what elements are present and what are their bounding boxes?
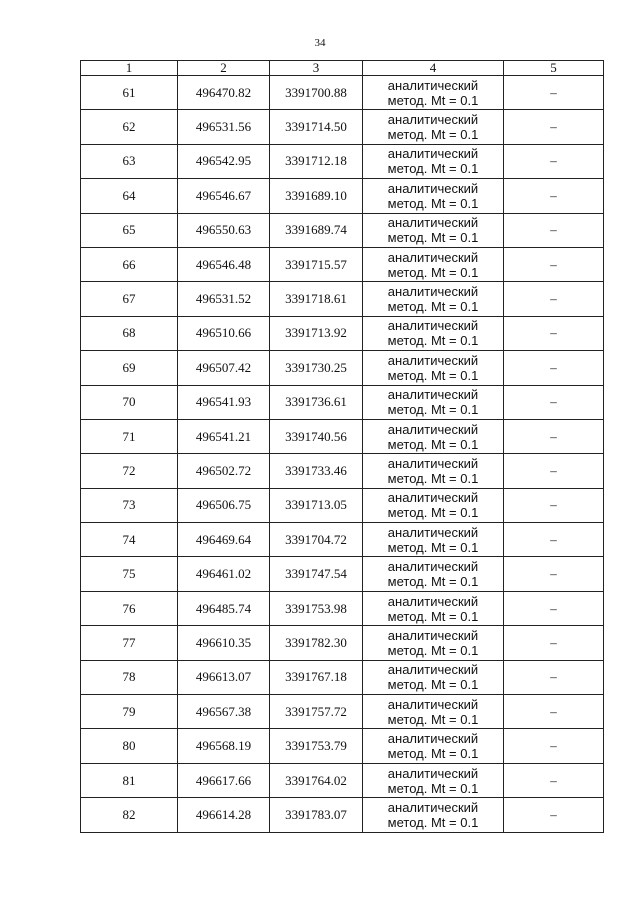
table-row	[81, 695, 604, 729]
table-body	[81, 76, 604, 833]
method-line-1: аналитический	[387, 593, 479, 609]
method-cell	[363, 179, 504, 213]
y-coordinate-cell: 3391753.79	[270, 729, 363, 763]
y-coordinate-cell: 3391714.50	[270, 110, 363, 144]
point-number-cell: 79	[81, 695, 178, 729]
method-cell	[363, 282, 504, 316]
y-coordinate-cell: 3391713.92	[270, 316, 363, 350]
note-cell: –	[504, 626, 604, 660]
table-header-row	[81, 61, 604, 76]
method-line-2: метод. Mt = 0.1	[387, 746, 479, 762]
y-coordinate-cell: 3391747.54	[270, 557, 363, 591]
method-cell	[363, 110, 504, 144]
note-cell: –	[504, 798, 604, 832]
y-coordinate-cell: 3391730.25	[270, 351, 363, 385]
method-cell	[363, 316, 504, 350]
table-row	[81, 523, 604, 557]
point-number-cell: 76	[81, 591, 178, 625]
method-line-2: метод. Mt = 0.1	[387, 711, 479, 727]
method-line-2: метод. Mt = 0.1	[387, 642, 479, 658]
method-line-1: аналитический	[387, 387, 479, 403]
x-coordinate-cell: 496546.67	[178, 179, 270, 213]
method-cell	[363, 454, 504, 488]
method-cell	[363, 419, 504, 453]
method-line-1: аналитический	[387, 765, 479, 781]
method-line-1: аналитический	[387, 662, 479, 678]
note-cell: –	[504, 695, 604, 729]
x-coordinate-cell: 496461.02	[178, 557, 270, 591]
method-line-1: аналитический	[387, 352, 479, 368]
method-cell	[363, 660, 504, 694]
method-line-1: аналитический	[387, 455, 479, 471]
y-coordinate-cell: 3391736.61	[270, 385, 363, 419]
method-cell	[363, 729, 504, 763]
method-line-1: аналитический	[387, 180, 479, 196]
point-number-cell: 82	[81, 798, 178, 832]
note-cell: –	[504, 316, 604, 350]
method-line-2: метод. Mt = 0.1	[387, 608, 479, 624]
method-line-1: аналитический	[387, 284, 479, 300]
method-line-1: аналитический	[387, 215, 479, 231]
table-row	[81, 213, 604, 247]
x-coordinate-cell: 496507.42	[178, 351, 270, 385]
x-coordinate-cell: 496470.82	[178, 76, 270, 110]
method-line-2: метод. Mt = 0.1	[387, 436, 479, 452]
table-row	[81, 557, 604, 591]
column-header-1: 1	[81, 61, 178, 76]
point-number-cell: 81	[81, 763, 178, 797]
method-line-1: аналитический	[387, 559, 479, 575]
y-coordinate-cell: 3391767.18	[270, 660, 363, 694]
method-line-1: аналитический	[387, 249, 479, 265]
point-number-cell: 65	[81, 213, 178, 247]
y-coordinate-cell: 3391757.72	[270, 695, 363, 729]
table-row	[81, 763, 604, 797]
y-coordinate-cell: 3391689.74	[270, 213, 363, 247]
method-line-2: метод. Mt = 0.1	[387, 264, 479, 280]
method-line-2: метод. Mt = 0.1	[387, 402, 479, 418]
method-line-2: метод. Mt = 0.1	[387, 677, 479, 693]
method-line-2: метод. Mt = 0.1	[387, 92, 479, 108]
method-cell	[363, 591, 504, 625]
method-line-2: метод. Mt = 0.1	[387, 195, 479, 211]
x-coordinate-cell: 496568.19	[178, 729, 270, 763]
x-coordinate-cell: 496610.35	[178, 626, 270, 660]
table-row	[81, 179, 604, 213]
method-line-2: метод. Mt = 0.1	[387, 574, 479, 590]
page-number: 34	[314, 37, 326, 49]
table-row	[81, 660, 604, 694]
note-cell: –	[504, 282, 604, 316]
y-coordinate-cell: 3391713.05	[270, 488, 363, 522]
y-coordinate-cell: 3391715.57	[270, 247, 363, 281]
method-cell	[363, 626, 504, 660]
table-row	[81, 282, 604, 316]
x-coordinate-cell: 496542.95	[178, 144, 270, 178]
point-number-cell: 75	[81, 557, 178, 591]
x-coordinate-cell: 496546.48	[178, 247, 270, 281]
note-cell: –	[504, 591, 604, 625]
table-row	[81, 729, 604, 763]
column-header-3: 3	[270, 61, 363, 76]
note-cell: –	[504, 660, 604, 694]
method-cell	[363, 76, 504, 110]
method-cell	[363, 144, 504, 178]
x-coordinate-cell: 496506.75	[178, 488, 270, 522]
method-line-2: метод. Mt = 0.1	[387, 505, 479, 521]
method-line-2: метод. Mt = 0.1	[387, 539, 479, 555]
method-cell	[363, 213, 504, 247]
note-cell: –	[504, 419, 604, 453]
x-coordinate-cell: 496541.21	[178, 419, 270, 453]
x-coordinate-cell: 496614.28	[178, 798, 270, 832]
method-line-2: метод. Mt = 0.1	[387, 814, 479, 830]
method-line-1: аналитический	[387, 146, 479, 162]
method-cell	[363, 385, 504, 419]
x-coordinate-cell: 496531.52	[178, 282, 270, 316]
point-number-cell: 69	[81, 351, 178, 385]
y-coordinate-cell: 3391783.07	[270, 798, 363, 832]
method-line-2: метод. Mt = 0.1	[387, 161, 479, 177]
y-coordinate-cell: 3391718.61	[270, 282, 363, 316]
table-row	[81, 385, 604, 419]
method-line-1: аналитический	[387, 524, 479, 540]
method-line-2: метод. Mt = 0.1	[387, 230, 479, 246]
point-number-cell: 71	[81, 419, 178, 453]
point-number-cell: 78	[81, 660, 178, 694]
method-cell	[363, 695, 504, 729]
point-number-cell: 74	[81, 523, 178, 557]
method-line-2: метод. Mt = 0.1	[387, 367, 479, 383]
table-row	[81, 76, 604, 110]
table-row	[81, 144, 604, 178]
note-cell: –	[504, 763, 604, 797]
note-cell: –	[504, 523, 604, 557]
x-coordinate-cell: 496531.56	[178, 110, 270, 144]
method-line-1: аналитический	[387, 112, 479, 128]
method-line-1: аналитический	[387, 490, 479, 506]
note-cell: –	[504, 488, 604, 522]
table-row	[81, 316, 604, 350]
point-number-cell: 77	[81, 626, 178, 660]
method-cell	[363, 763, 504, 797]
point-number-cell: 68	[81, 316, 178, 350]
column-header-4: 4	[363, 61, 504, 76]
method-cell	[363, 523, 504, 557]
table-row	[81, 247, 604, 281]
point-number-cell: 63	[81, 144, 178, 178]
method-line-1: аналитический	[387, 421, 479, 437]
note-cell: –	[504, 385, 604, 419]
method-cell	[363, 488, 504, 522]
method-line-2: метод. Mt = 0.1	[387, 470, 479, 486]
x-coordinate-cell: 496485.74	[178, 591, 270, 625]
y-coordinate-cell: 3391704.72	[270, 523, 363, 557]
y-coordinate-cell: 3391689.10	[270, 179, 363, 213]
y-coordinate-cell: 3391712.18	[270, 144, 363, 178]
note-cell: –	[504, 351, 604, 385]
method-line-2: метод. Mt = 0.1	[387, 333, 479, 349]
table-row	[81, 798, 604, 832]
table-row	[81, 488, 604, 522]
method-line-2: метод. Mt = 0.1	[387, 127, 479, 143]
method-line-1: аналитический	[387, 696, 479, 712]
table-row	[81, 351, 604, 385]
point-number-cell: 61	[81, 76, 178, 110]
method-cell	[363, 247, 504, 281]
note-cell: –	[504, 247, 604, 281]
point-number-cell: 73	[81, 488, 178, 522]
x-coordinate-cell: 496617.66	[178, 763, 270, 797]
method-line-2: метод. Mt = 0.1	[387, 299, 479, 315]
method-line-1: аналитический	[387, 77, 479, 93]
x-coordinate-cell: 496541.93	[178, 385, 270, 419]
coordinates-table	[80, 60, 604, 833]
point-number-cell: 67	[81, 282, 178, 316]
note-cell: –	[504, 729, 604, 763]
x-coordinate-cell: 496550.63	[178, 213, 270, 247]
x-coordinate-cell: 496469.64	[178, 523, 270, 557]
table-row	[81, 626, 604, 660]
column-header-5: 5	[504, 61, 604, 76]
method-cell	[363, 351, 504, 385]
point-number-cell: 70	[81, 385, 178, 419]
note-cell: –	[504, 179, 604, 213]
note-cell: –	[504, 76, 604, 110]
y-coordinate-cell: 3391753.98	[270, 591, 363, 625]
point-number-cell: 64	[81, 179, 178, 213]
point-number-cell: 66	[81, 247, 178, 281]
note-cell: –	[504, 454, 604, 488]
y-coordinate-cell: 3391740.56	[270, 419, 363, 453]
method-line-1: аналитический	[387, 627, 479, 643]
y-coordinate-cell: 3391782.30	[270, 626, 363, 660]
x-coordinate-cell: 496502.72	[178, 454, 270, 488]
point-number-cell: 80	[81, 729, 178, 763]
method-line-2: метод. Mt = 0.1	[387, 780, 479, 796]
table-row	[81, 454, 604, 488]
method-line-1: аналитический	[387, 731, 479, 747]
point-number-cell: 72	[81, 454, 178, 488]
method-cell	[363, 798, 504, 832]
note-cell: –	[504, 110, 604, 144]
y-coordinate-cell: 3391733.46	[270, 454, 363, 488]
y-coordinate-cell: 3391700.88	[270, 76, 363, 110]
x-coordinate-cell: 496613.07	[178, 660, 270, 694]
method-line-1: аналитический	[387, 318, 479, 334]
table-row	[81, 110, 604, 144]
method-line-1: аналитический	[387, 799, 479, 815]
table-row	[81, 591, 604, 625]
y-coordinate-cell: 3391764.02	[270, 763, 363, 797]
column-header-2: 2	[178, 61, 270, 76]
note-cell: –	[504, 213, 604, 247]
method-cell	[363, 557, 504, 591]
note-cell: –	[504, 144, 604, 178]
table-row	[81, 419, 604, 453]
note-cell: –	[504, 557, 604, 591]
x-coordinate-cell: 496510.66	[178, 316, 270, 350]
point-number-cell: 62	[81, 110, 178, 144]
x-coordinate-cell: 496567.38	[178, 695, 270, 729]
